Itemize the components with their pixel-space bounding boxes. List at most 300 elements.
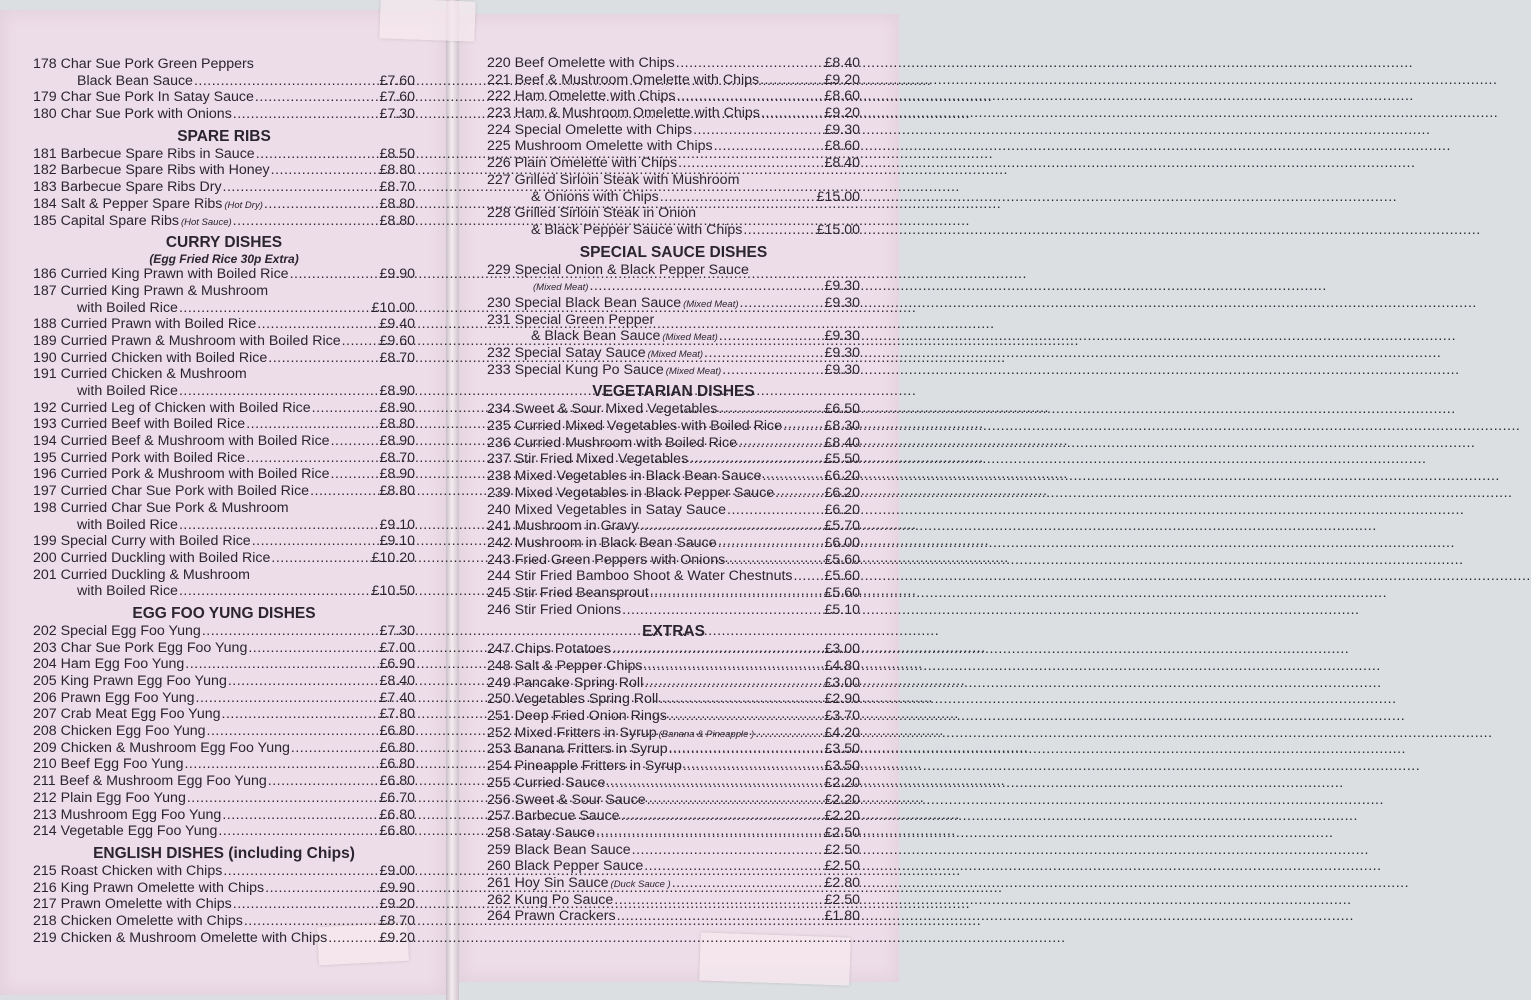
item-name xyxy=(61,366,247,383)
menu-item-continued xyxy=(487,278,860,295)
item-price: £10.00 xyxy=(371,299,415,316)
item-name xyxy=(515,741,668,758)
item-name-text: Grilled Sirloin Steak with Mushroom xyxy=(514,171,740,188)
item-price: £9.20 xyxy=(824,71,860,88)
leader-dots xyxy=(179,300,371,317)
menu-item-continued xyxy=(487,222,860,239)
leader-dots xyxy=(719,328,824,345)
item-price: £7.30 xyxy=(379,622,415,639)
item-name xyxy=(515,758,682,775)
item-note: (Mixed Meat) xyxy=(683,298,739,310)
item-price: £7.60 xyxy=(379,89,415,106)
item-name xyxy=(515,418,782,435)
leader-dots xyxy=(244,913,379,930)
item-price: £9.30 xyxy=(824,121,860,138)
item-number: 223 xyxy=(487,105,511,122)
item-price: £7.60 xyxy=(379,72,415,89)
menu-item xyxy=(33,433,415,450)
leader-dots xyxy=(794,568,824,585)
menu-item xyxy=(33,416,415,433)
item-name-text: Fried Green Peppers with Onions xyxy=(514,551,726,568)
item-note: (Mixed Meat) xyxy=(533,282,589,294)
item-price: £5.70 xyxy=(824,518,860,535)
leader-dots xyxy=(268,350,378,367)
item-price: £6.80 xyxy=(379,823,415,840)
leader-dots xyxy=(669,741,824,758)
item-price: £8.80 xyxy=(379,195,415,212)
leader-dots xyxy=(264,196,379,213)
item-name xyxy=(515,205,696,222)
leader-dots xyxy=(606,775,823,792)
menu-item xyxy=(33,773,415,790)
item-number: 210 xyxy=(33,756,57,773)
leader-dots xyxy=(726,552,823,569)
item-name-text: Curried Char Sue Pork & Mushroom xyxy=(60,499,289,516)
item-name xyxy=(515,485,774,502)
leader-dots xyxy=(290,266,379,283)
menu-item xyxy=(33,656,415,673)
item-number: 246 xyxy=(487,601,511,618)
menu-item xyxy=(487,875,860,892)
item-name xyxy=(515,658,643,675)
menu-item xyxy=(33,146,415,163)
menu-item xyxy=(487,858,860,875)
leader-dots xyxy=(614,892,823,909)
item-price: £8.80 xyxy=(379,212,415,229)
item-name-text: Special Satay Sauce xyxy=(514,345,646,361)
leader-dots xyxy=(650,585,824,602)
menu-item xyxy=(33,283,415,300)
leader-dots xyxy=(783,418,823,435)
item-note: (Mixed Meat) xyxy=(647,349,704,360)
item-number: 262 xyxy=(487,891,511,908)
item-number: 195 xyxy=(33,449,57,466)
item-number: 181 xyxy=(33,145,57,162)
item-price: £8.90 xyxy=(379,383,415,399)
item-price: £5.60 xyxy=(824,584,860,601)
item-name-text: Stir Fried Onions xyxy=(514,601,622,618)
item-name-text: Barbecue Spare Ribs in Sauce xyxy=(60,145,255,162)
item-number: 207 xyxy=(33,706,57,723)
item-price: £6.20 xyxy=(824,484,860,501)
item-name xyxy=(515,451,689,468)
item-price: £9.60 xyxy=(379,332,415,349)
item-name xyxy=(61,913,243,930)
item-name-text: Vegetable Egg Foo Yung xyxy=(60,823,218,840)
item-price: £8.80 xyxy=(379,483,415,500)
item-name xyxy=(515,585,649,602)
item-number: 237 xyxy=(487,451,511,468)
menu-item xyxy=(487,435,860,452)
item-number: 198 xyxy=(33,499,57,516)
item-name-text: Special Egg Foo Yung xyxy=(60,622,201,639)
leader-dots xyxy=(223,863,378,880)
item-name xyxy=(61,316,257,333)
item-price: £9.20 xyxy=(379,929,415,946)
menu-item xyxy=(487,418,860,435)
item-price: £8.60 xyxy=(824,88,860,105)
item-price: £9.20 xyxy=(824,105,860,122)
item-name-text: Deep Fried Onion Rings xyxy=(514,708,667,725)
item-name xyxy=(515,362,722,381)
item-name xyxy=(61,623,201,640)
item-number: 208 xyxy=(33,723,57,740)
item-price: £8.70 xyxy=(379,179,415,196)
item-name-text: Plain Egg Foo Yung xyxy=(60,789,186,806)
item-price: £9.10 xyxy=(379,516,415,533)
item-number: 196 xyxy=(33,466,57,483)
menu-item xyxy=(33,500,415,517)
item-number: 244 xyxy=(487,568,511,585)
menu-item xyxy=(33,740,415,757)
item-price: £4.80 xyxy=(824,658,860,674)
item-number: 185 xyxy=(33,212,57,229)
item-name xyxy=(515,155,677,172)
section-title: CURRY DISHES xyxy=(165,234,283,252)
menu-item xyxy=(487,468,860,485)
item-number: 203 xyxy=(33,639,57,656)
item-name xyxy=(515,468,762,485)
item-name-text: with Boiled Rice xyxy=(77,516,178,533)
leader-dots xyxy=(596,825,823,842)
item-name-text: Special Omelette with Chips xyxy=(514,121,693,138)
leader-dots xyxy=(268,773,379,790)
item-name-text: Chips Potatoes xyxy=(514,641,611,658)
item-name xyxy=(61,400,311,417)
menu-item xyxy=(33,450,415,467)
menu-item xyxy=(33,673,415,690)
section-title: SPECIAL SAUCE DISHES xyxy=(579,243,768,261)
item-name xyxy=(61,146,255,163)
menu-item xyxy=(33,863,415,880)
menu-item xyxy=(33,106,415,123)
item-name xyxy=(61,483,309,500)
leader-dots xyxy=(256,146,379,163)
item-name-text: Stir Fried Bamboo Shoot & Water Chestnuts xyxy=(514,568,793,585)
leader-dots xyxy=(718,401,823,418)
item-name xyxy=(61,450,246,467)
item-name xyxy=(531,222,742,239)
menu-item xyxy=(487,552,860,569)
item-number: 189 xyxy=(33,332,57,349)
item-name-text: Salt & Pepper Spare Ribs xyxy=(60,195,223,212)
menu-item xyxy=(487,741,860,758)
leader-dots xyxy=(271,550,370,567)
item-name-text: Char Sue Pork Egg Foo Yung xyxy=(60,639,248,656)
item-name xyxy=(515,72,759,89)
leader-dots xyxy=(704,345,823,362)
item-price: £8.90 xyxy=(379,466,415,483)
item-number: 243 xyxy=(487,551,511,568)
item-name xyxy=(77,73,193,90)
leader-dots xyxy=(194,73,379,90)
menu-item xyxy=(33,213,415,230)
menu-item xyxy=(487,312,860,329)
item-name-text: Capital Spare Ribs xyxy=(60,212,179,229)
item-name-text: Curried King Prawn with Boiled Rice xyxy=(60,266,289,283)
item-price: £8.30 xyxy=(824,418,860,435)
menu-item xyxy=(487,568,860,585)
item-name-text: Mixed Vegetables in Black Pepper Sauce xyxy=(514,484,775,501)
menu-item xyxy=(33,162,415,179)
menu-item-continued xyxy=(487,189,860,206)
item-number: 249 xyxy=(487,674,511,691)
item-price: £8.40 xyxy=(824,434,860,451)
item-number: 209 xyxy=(33,739,57,756)
item-price: £6.90 xyxy=(379,656,415,673)
leader-dots xyxy=(668,708,824,725)
item-name-text: Char Sue Pork Green Peppers xyxy=(60,56,254,72)
leader-dots xyxy=(328,930,378,947)
menu-item xyxy=(487,88,860,105)
item-number: 220 xyxy=(487,55,511,71)
leader-dots xyxy=(218,823,378,840)
menu-item xyxy=(487,362,860,379)
menu-item xyxy=(487,485,860,502)
item-name-text: Barbecue Sauce xyxy=(514,808,620,825)
item-number: 230 xyxy=(487,294,511,311)
leader-dots xyxy=(202,623,379,640)
menu-item xyxy=(33,266,415,283)
item-name xyxy=(61,283,268,300)
menu-item xyxy=(487,758,860,775)
item-number: 264 xyxy=(487,908,511,925)
item-name-text: Curried Pork & Mushroom with Boiled Rice xyxy=(60,466,330,483)
section-title: VEGETARIAN DISHES xyxy=(592,383,755,401)
item-name-text: Chicken & Mushroom Egg Foo Yung xyxy=(60,739,290,756)
item-name xyxy=(61,823,218,840)
item-number: 225 xyxy=(487,138,511,155)
menu-item xyxy=(487,401,860,418)
leader-dots xyxy=(233,213,379,230)
item-price: £8.70 xyxy=(379,449,415,466)
item-name xyxy=(515,88,676,105)
leader-dots xyxy=(775,485,823,502)
item-name-text: Prawn Egg Foo Yung xyxy=(60,689,195,706)
leader-dots xyxy=(672,875,824,892)
item-name-text: Salt & Pepper Chips xyxy=(514,658,643,674)
item-price: £6.80 xyxy=(379,773,415,790)
leader-dots xyxy=(612,641,824,658)
item-name-text: Curried Char Sue Pork with Boiled Rice xyxy=(60,483,310,500)
item-price: £9.30 xyxy=(824,328,860,345)
item-name-text: Ham Egg Foo Yung xyxy=(60,656,185,673)
item-price: £8.60 xyxy=(824,138,860,155)
item-number: 238 xyxy=(487,468,511,485)
item-name-text: Chicken Omelette with Chips xyxy=(60,912,243,929)
menu-item xyxy=(33,723,415,740)
leader-dots xyxy=(683,758,824,775)
item-name xyxy=(61,56,254,73)
item-price: £9.30 xyxy=(824,294,860,311)
item-price: £8.90 xyxy=(379,399,415,416)
item-number: 252 xyxy=(487,724,511,741)
item-name xyxy=(61,567,250,584)
item-name xyxy=(61,179,222,196)
menu-item xyxy=(33,930,415,947)
leader-dots xyxy=(246,416,378,433)
item-name xyxy=(515,842,631,859)
item-name-text: with Boiled Rice xyxy=(77,583,178,600)
item-name xyxy=(515,892,614,909)
item-name xyxy=(77,583,178,600)
leader-dots xyxy=(184,756,378,773)
leader-dots xyxy=(252,533,379,550)
item-price: £2.50 xyxy=(824,891,860,908)
item-number: 206 xyxy=(33,689,57,706)
item-number: 242 xyxy=(487,534,511,551)
item-number: 228 xyxy=(487,205,511,222)
item-name xyxy=(515,691,659,708)
item-name-text: with Boiled Rice xyxy=(77,299,178,316)
menu-item-continued xyxy=(33,300,415,317)
leader-dots xyxy=(223,179,379,196)
menu-item xyxy=(33,640,415,657)
item-number: 229 xyxy=(487,261,511,278)
item-name-text: Mushroom Egg Foo Yung xyxy=(60,806,222,823)
item-name-text: Curried Beef & Mushroom with Boiled Rice xyxy=(60,433,330,450)
item-name-text: & Black Pepper Sauce with Chips xyxy=(531,221,743,238)
menu-item xyxy=(33,366,415,383)
leader-dots xyxy=(676,55,824,72)
item-name-text: Special Kung Po Sauce xyxy=(514,361,664,378)
menu-item xyxy=(487,602,860,619)
menu-item xyxy=(487,658,860,675)
item-number: 191 xyxy=(33,366,57,383)
item-name-text: Beef Omelette with Chips xyxy=(514,55,675,71)
item-number: 215 xyxy=(33,862,57,879)
item-name xyxy=(61,350,268,367)
item-name-text: Roast Chicken with Chips xyxy=(60,862,223,879)
menu-item xyxy=(487,205,860,222)
item-price: £6.80 xyxy=(379,806,415,823)
item-name-text: Curried Leg of Chicken with Boiled Rice xyxy=(60,399,311,416)
leader-dots xyxy=(718,535,824,552)
menu-item xyxy=(487,155,860,172)
menu-item xyxy=(33,623,415,640)
item-name xyxy=(61,790,186,807)
item-price: £3.50 xyxy=(824,758,860,775)
item-name-text: Sweet & Sour Mixed Vegetables xyxy=(514,401,718,418)
item-name-text: Barbecue Spare Ribs with Honey xyxy=(60,162,270,179)
menu-item xyxy=(33,400,415,417)
leader-dots xyxy=(222,706,379,723)
menu-item xyxy=(487,585,860,602)
menu-item xyxy=(487,675,860,692)
item-number: 240 xyxy=(487,501,511,518)
menu-item xyxy=(33,913,415,930)
item-name xyxy=(515,708,667,725)
item-price: £5.10 xyxy=(824,601,860,618)
section-title: EGG FOO YUNG DISHES xyxy=(132,604,316,622)
item-name-text: Stir Fried Beansprout xyxy=(514,584,649,601)
menu-item xyxy=(487,535,860,552)
item-name-text: Banana Fritters in Syrup xyxy=(514,741,668,758)
item-name xyxy=(515,55,675,72)
leader-dots xyxy=(622,602,823,619)
item-note: (Mixed Meat) xyxy=(665,365,722,377)
item-number: 250 xyxy=(487,691,511,708)
item-name-text: with Boiled Rice xyxy=(77,383,178,399)
item-price: £8.70 xyxy=(379,349,415,366)
item-name xyxy=(61,533,251,550)
leader-dots xyxy=(693,122,823,139)
item-name xyxy=(515,105,760,122)
item-name-text: Curried Chicken & Mushroom xyxy=(60,366,247,383)
menu-item xyxy=(487,72,860,89)
menu-item xyxy=(33,56,415,73)
item-name xyxy=(515,568,793,585)
section-title: SPARE RIBS xyxy=(177,127,271,145)
section-title: EXTRAS xyxy=(642,623,705,641)
item-name xyxy=(515,535,717,552)
item-name-text: Satay Sauce xyxy=(514,824,596,841)
item-price: £8.40 xyxy=(824,55,860,71)
menu-item xyxy=(33,533,415,550)
item-number: 227 xyxy=(487,171,511,188)
leader-dots xyxy=(342,333,379,350)
menu-item xyxy=(487,105,860,122)
leader-dots xyxy=(632,842,824,859)
item-number: 217 xyxy=(33,896,57,913)
item-name-text: Curried Mixed Vegetables with Boiled Rice xyxy=(514,418,783,435)
item-name-text: & Black Bean Sauce xyxy=(531,328,661,345)
item-number: 257 xyxy=(487,808,511,825)
item-price: £3.70 xyxy=(824,708,860,725)
item-name xyxy=(515,552,726,569)
item-name-text: Special Onion & Black Pepper Sauce xyxy=(514,261,749,278)
item-price: £9.30 xyxy=(824,345,860,361)
item-number: 184 xyxy=(33,195,57,212)
item-note: (Mixed Meat) xyxy=(662,332,718,344)
item-number: 180 xyxy=(33,106,57,123)
item-name xyxy=(61,213,232,232)
item-price: £15.00 xyxy=(816,221,860,238)
menu-item xyxy=(33,316,415,333)
menu-item xyxy=(487,708,860,725)
item-price: £6.20 xyxy=(824,468,860,485)
menu-item xyxy=(33,350,415,367)
menu-item xyxy=(33,756,415,773)
leader-dots xyxy=(644,858,823,875)
menu-item xyxy=(487,172,860,189)
item-name-text: Mixed Vegetables in Black Bean Sauce xyxy=(514,468,762,485)
menu-item xyxy=(487,691,860,708)
item-number: 259 xyxy=(487,841,511,858)
item-number: 194 xyxy=(33,433,57,450)
menu-item xyxy=(487,502,860,519)
item-name-text: Mushroom in Black Bean Sauce xyxy=(514,534,717,551)
item-number: 248 xyxy=(487,658,511,674)
item-name-text: Curried King Prawn & Mushroom xyxy=(60,282,269,299)
item-price: £6.70 xyxy=(379,789,415,806)
leader-dots xyxy=(228,673,379,690)
item-name-text: Pancake Spring Roll xyxy=(514,674,644,691)
menu-column-right xyxy=(487,55,860,925)
item-name-text: Kung Po Sauce xyxy=(514,891,614,908)
item-name xyxy=(61,880,264,897)
item-name xyxy=(515,602,621,619)
item-name xyxy=(61,673,227,690)
item-price: £9.30 xyxy=(824,278,860,295)
item-price: £9.10 xyxy=(379,533,415,550)
item-name xyxy=(531,189,659,206)
menu-item xyxy=(487,842,860,859)
item-name xyxy=(515,825,595,842)
leader-dots xyxy=(246,450,378,467)
item-number: 179 xyxy=(33,89,57,106)
item-number: 178 xyxy=(33,56,57,72)
